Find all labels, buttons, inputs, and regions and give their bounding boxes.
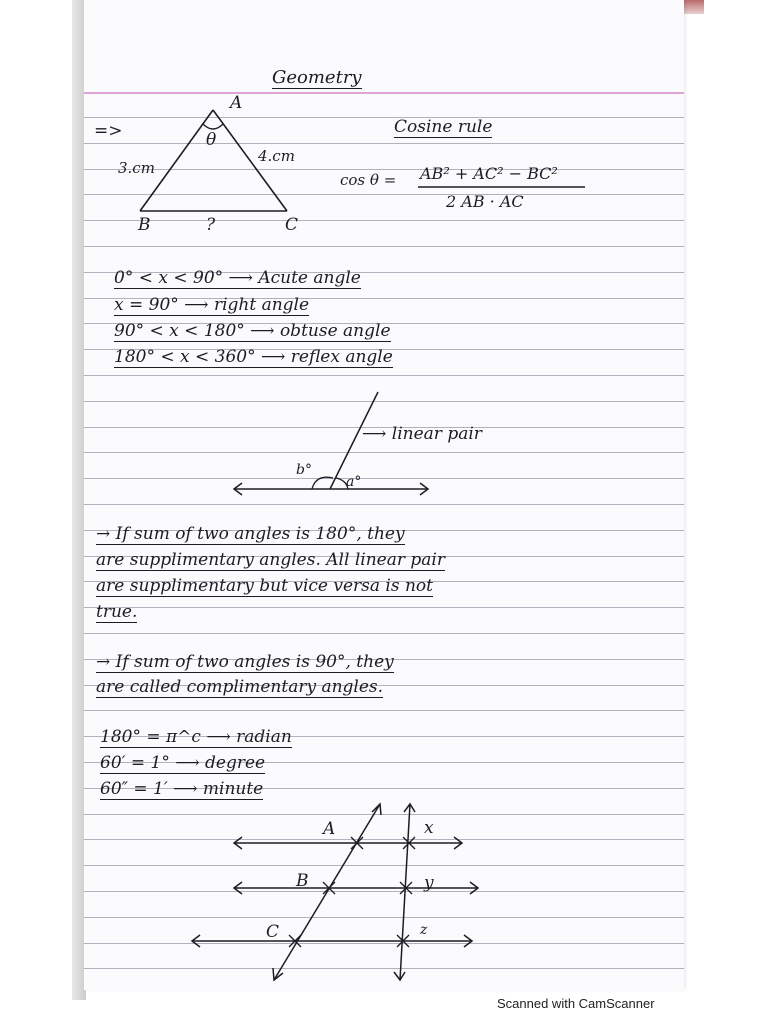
complementary-line-2: are called complimentary angles. <box>96 677 384 697</box>
vertex-b-label: B <box>138 215 151 235</box>
linear-pair-label: ⟶ linear pair <box>362 424 482 444</box>
side-ab-label: 3.cm <box>118 159 155 177</box>
unit-radian: 180° = π^c ⟶ radian <box>100 727 292 747</box>
supplementary-line-1: → If sum of two angles is 180°, they <box>96 524 405 544</box>
side-bc-label: ? <box>206 215 216 235</box>
triangle-arrow: => <box>94 121 123 141</box>
angle-type-reflex: 180° < x < 360° ⟶ reflex angle <box>114 347 393 367</box>
cosine-rule-title: Cosine rule <box>394 117 493 137</box>
unit-minute: 60″ = 1′ ⟶ minute <box>100 779 264 799</box>
cosine-rule-lhs: cos θ = <box>340 171 397 189</box>
transversal-line-y: y <box>424 873 434 893</box>
supplementary-line-3: are supplimentary but vice versa is not <box>96 576 433 596</box>
supplementary-line-4: true. <box>96 602 138 622</box>
angle-type-obtuse: 90° < x < 180° ⟶ obtuse angle <box>114 321 391 341</box>
side-ac-label: 4.cm <box>258 147 295 165</box>
angle-b-label: b° <box>296 462 312 478</box>
page-heading: Geometry <box>272 67 362 88</box>
transversal-point-a: A <box>323 819 336 839</box>
transversal-line-z: z <box>420 922 428 938</box>
unit-degree: 60′ = 1° ⟶ degree <box>100 753 266 773</box>
scanner-watermark: Scanned with CamScanner <box>497 996 655 1011</box>
vertex-a-label: A <box>230 93 243 113</box>
intersection-marks <box>289 837 415 947</box>
angle-a-label: a° <box>346 474 362 490</box>
angle-theta-label: θ <box>206 130 217 150</box>
cosine-rule-numerator: AB² + AC² − BC² <box>420 164 558 183</box>
vertex-c-label: C <box>285 215 299 235</box>
transversal-line-x: x <box>424 818 434 838</box>
supplementary-line-2: are supplimentary angles. All linear pair <box>96 550 445 570</box>
transversal-point-b: B <box>296 871 309 891</box>
cosine-rule-denominator: 2 AB · AC <box>446 192 524 211</box>
angle-type-right: x = 90° ⟶ right angle <box>114 295 310 315</box>
transversal-point-c: C <box>266 922 280 942</box>
complementary-line-1: → If sum of two angles is 90°, they <box>96 652 394 672</box>
angle-type-acute: 0° < x < 90° ⟶ Acute angle <box>114 268 361 288</box>
